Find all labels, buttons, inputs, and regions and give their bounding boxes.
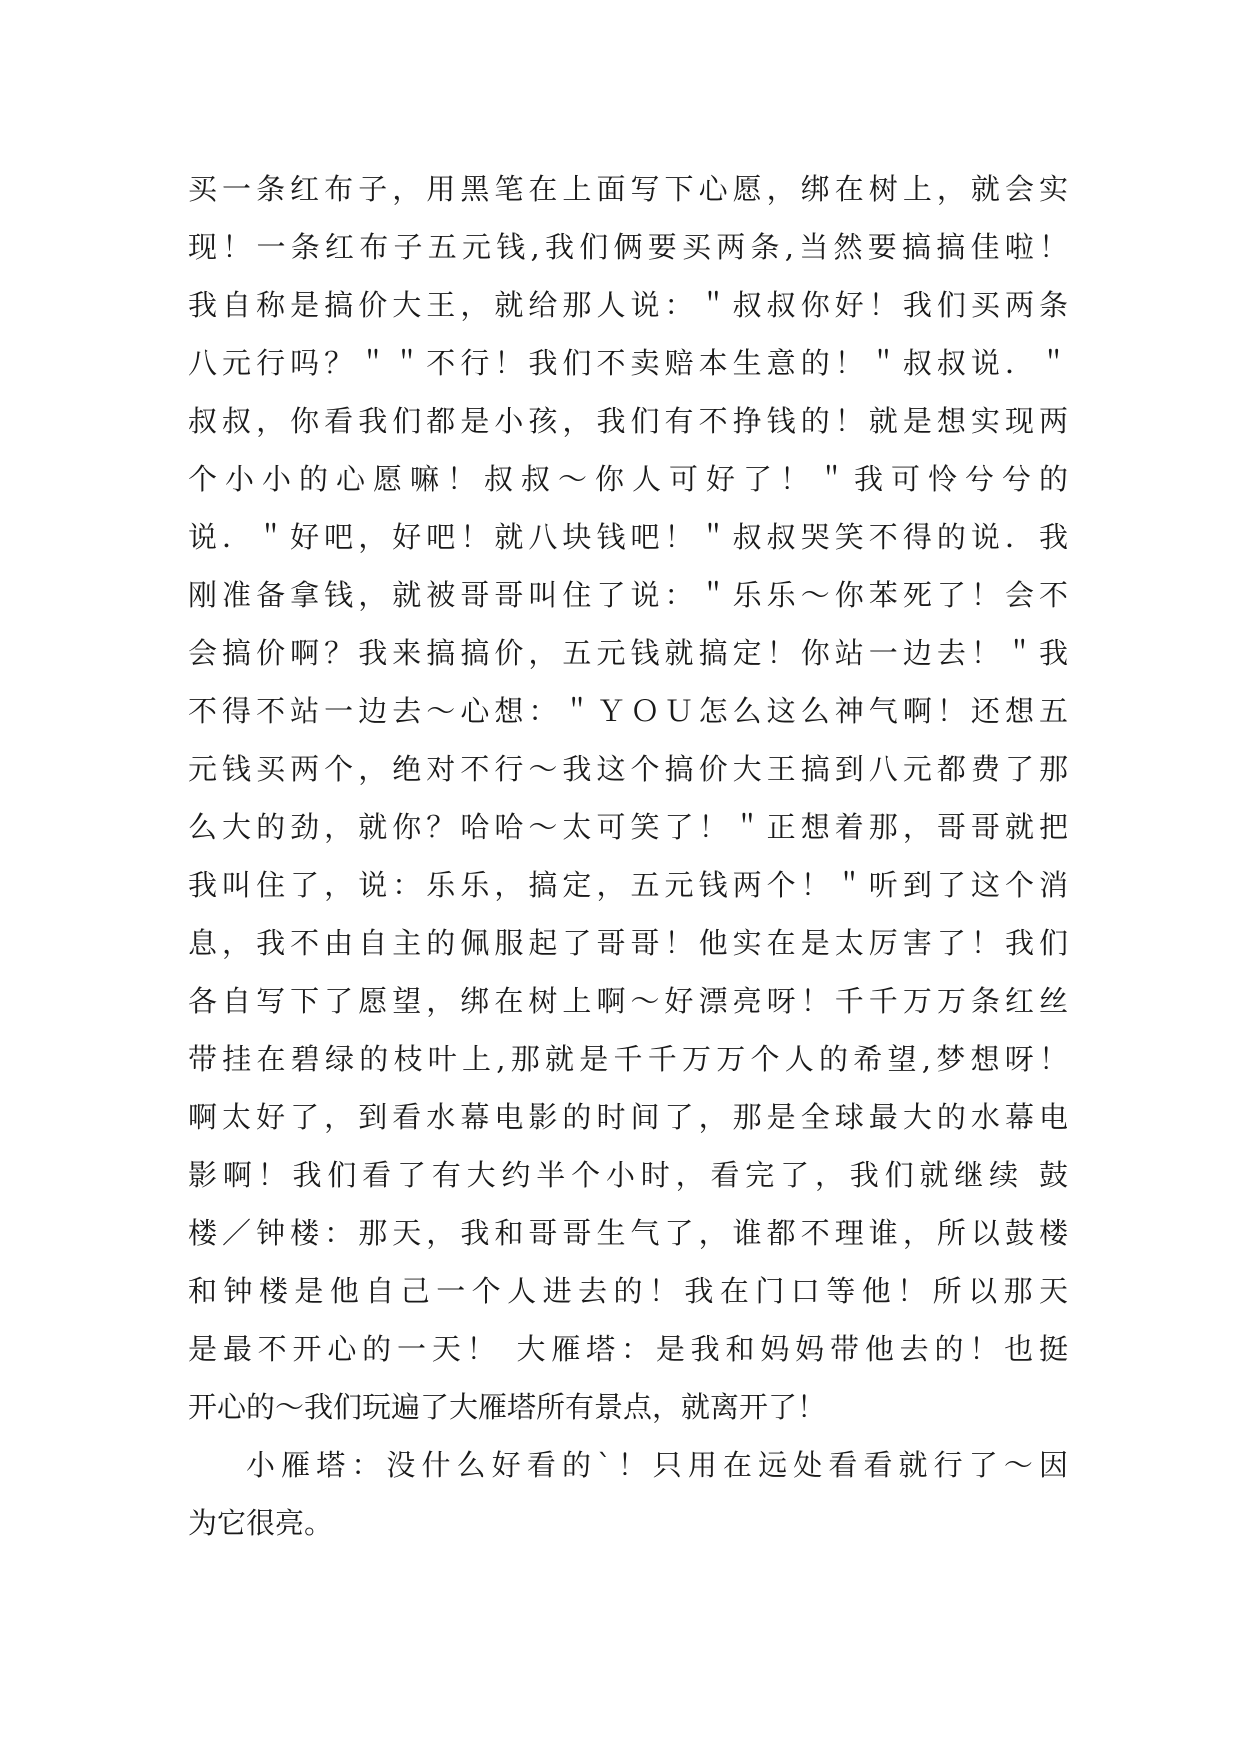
text-line: 刚准备拿钱，就被哥哥叫住了说：＂乐乐～你苯死了！会不 bbox=[188, 578, 1068, 612]
paragraph-end-line: 为它很亮。 bbox=[188, 1506, 334, 1540]
text-line: 不得不站一边去～心想：＂ＹＯＵ怎么这么神气啊！还想五 bbox=[188, 694, 1068, 728]
paragraph-start-line: 小雁塔：没什么好看的`！只用在远处看看就行了～因 bbox=[246, 1448, 1068, 1482]
text-line: 带挂在碧绿的枝叶上,那就是千千万万个人的希望,梦想呀！ bbox=[188, 1042, 1068, 1076]
text-line: 说．＂好吧，好吧！就八块钱吧！＂叔叔哭笑不得的说．我 bbox=[188, 520, 1068, 554]
text-line: 息，我不由自主的佩服起了哥哥！他实在是太厉害了！我们 bbox=[188, 926, 1068, 960]
text-line: 和钟楼是他自己一个人进去的！我在门口等他！所以那天 bbox=[188, 1274, 1068, 1308]
text-line: 现！一条红布子五元钱,我们俩要买两条,当然要搞搞佳啦！ bbox=[188, 230, 1068, 264]
text-line: 个小小的心愿嘛！叔叔～你人可好了！＂我可怜兮兮的 bbox=[188, 462, 1068, 496]
text-line: 我叫住了，说：乐乐，搞定，五元钱两个！＂听到了这个消 bbox=[188, 868, 1068, 902]
text-line: 各自写下了愿望，绑在树上啊～好漂亮呀！千千万万条红丝 bbox=[188, 984, 1068, 1018]
text-line: 啊太好了，到看水幕电影的时间了，那是全球最大的水幕电 bbox=[188, 1100, 1068, 1134]
text-line: 楼／钟楼：那天，我和哥哥生气了，谁都不理谁，所以鼓楼 bbox=[188, 1216, 1068, 1250]
paragraph-end-line: 开心的～我们玩遍了大雁塔所有景点，就离开了！ bbox=[188, 1390, 827, 1424]
text-line: 么大的劲，就你？哈哈～太可笑了！＂正想着那，哥哥就把 bbox=[188, 810, 1068, 844]
text-line: 是最不开心的一天！ 大雁塔：是我和妈妈带他去的！也挺 bbox=[188, 1332, 1068, 1366]
text-line: 买一条红布子，用黑笔在上面写下心愿，绑在树上，就会实 bbox=[188, 172, 1068, 206]
text-line: 影啊！我们看了有大约半个小时，看完了，我们就继续 鼓 bbox=[188, 1158, 1068, 1192]
text-line: 叔叔，你看我们都是小孩，我们有不挣钱的！就是想实现两 bbox=[188, 404, 1068, 438]
text-line: 八元行吗？＂＂不行！我们不卖赔本生意的！＂叔叔说．＂ bbox=[188, 346, 1068, 380]
text-line: 我自称是搞价大王，就给那人说：＂叔叔你好！我们买两条 bbox=[188, 288, 1068, 322]
text-line: 会搞价啊？我来搞搞价，五元钱就搞定！你站一边去！＂我 bbox=[188, 636, 1068, 670]
body-text bbox=[188, 160, 1068, 1552]
text-line: 元钱买两个，绝对不行～我这个搞价大王搞到八元都费了那 bbox=[188, 752, 1068, 786]
